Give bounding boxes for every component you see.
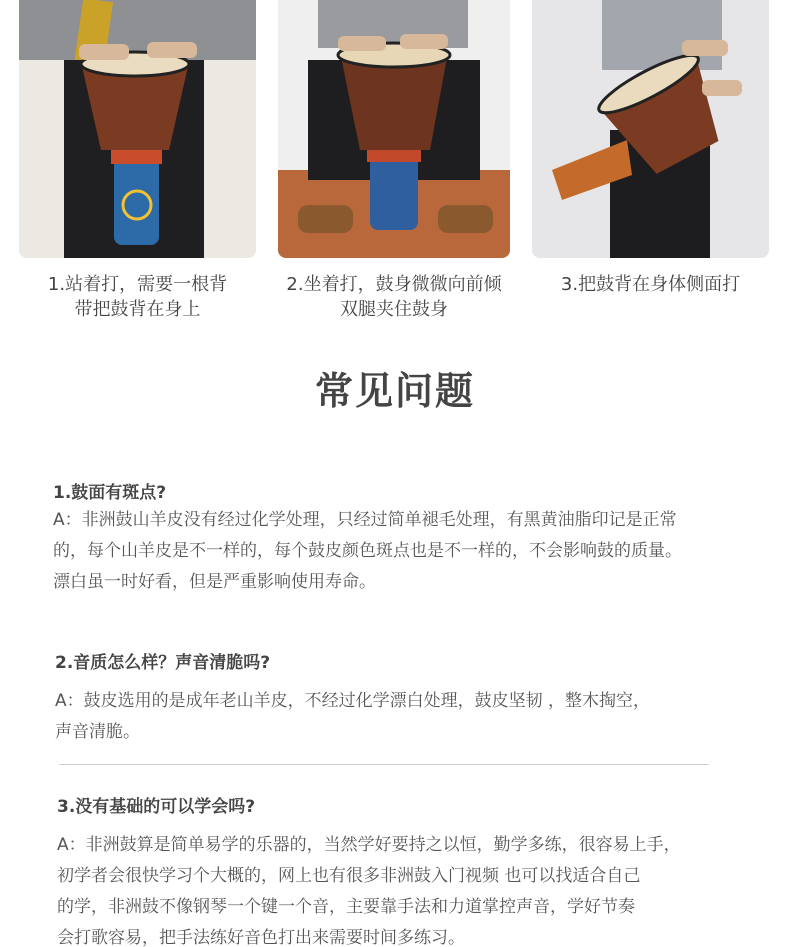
caption-side: 3.把鼓背在身体侧面打: [560, 274, 741, 295]
faq-title: 常见问题: [314, 369, 475, 413]
photo-side: [532, 0, 769, 258]
photo-standing: [19, 0, 256, 258]
faq-question-3: 3.没有基础的可以学会吗?: [57, 797, 256, 817]
faq-answer-3: A：非洲鼓算是简单易学的乐器的，当然学好要持之以恒，勤学多练，很容易上手， 初学者会很快学习个大概的，网上也有很多非洲鼓入门视频 也可以找适合自己 的学，非洲鼓不像钢琴一个键一个音，主要靠手法和力道掌控声音，学好节奏 会打歌容易，把手法练好音色打出来需要时间多练习。: [57, 835, 681, 947]
faq-question-1: 1.鼓面有斑点?: [53, 483, 167, 503]
faq-answer-1: A：非洲鼓山羊皮没有经过化学处理，只经过简单褪毛处理，有黑黄油脂印记是正常 的，每个山羊皮是不一样的，每个鼓皮颜色斑点也是不一样的，不会影响鼓的质量。 漂白虽一时好看，但是严重影响使用寿命。: [53, 510, 682, 592]
divider: [59, 764, 709, 765]
photo-sitting: [278, 0, 510, 258]
faq-question-2: 2.音质怎么样？声音清脆吗?: [55, 653, 271, 673]
caption-standing: 1.站着打，需要一根背 带把鼓背在身上: [47, 274, 228, 320]
caption-sitting: 2.坐着打，鼓身微微向前倾 双腿夹住鼓身: [286, 274, 502, 320]
faq-answer-2: A：鼓皮选用的是成年老山羊皮，不经过化学漂白处理，鼓皮坚韧 ，整木掏空， 声音清脆。: [55, 691, 651, 742]
